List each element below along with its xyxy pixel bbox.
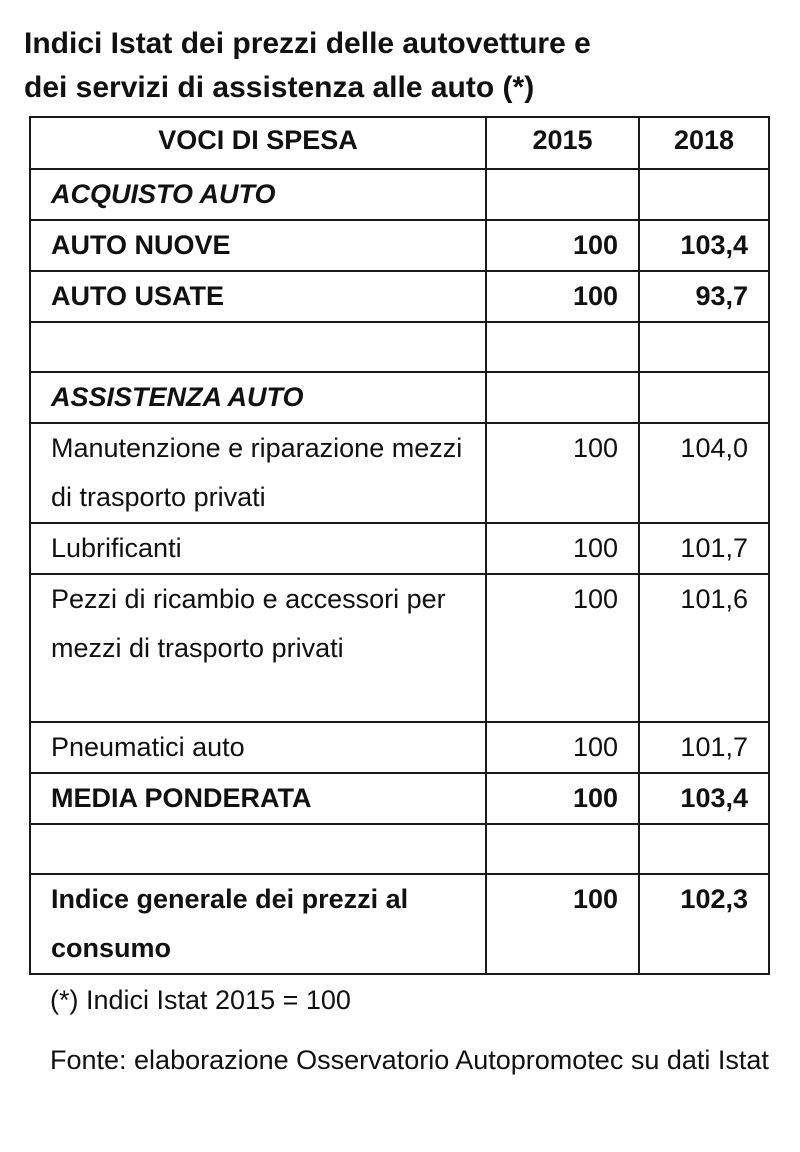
header-2018: 2018 xyxy=(639,117,769,169)
row-value-2015: 100 xyxy=(486,773,639,824)
row-value-2015: 100 xyxy=(486,423,639,523)
table-row xyxy=(30,574,769,722)
row-label xyxy=(30,824,486,874)
row-value-2015: 100 xyxy=(486,220,639,271)
title-line-1: Indici Istat dei prezzi delle autovetture e xyxy=(24,27,591,60)
table-row xyxy=(30,874,769,974)
row-label: AUTO NUOVE xyxy=(30,220,486,271)
table-row-empty xyxy=(30,322,769,372)
row-label: AUTO USATE xyxy=(30,271,486,322)
row-value-2018: 103,4 xyxy=(639,773,769,824)
row-value-2015 xyxy=(486,322,639,372)
row-label: Indice generale dei prezzi al consumo xyxy=(30,874,486,974)
price-index-table xyxy=(29,116,770,975)
row-label: Pezzi di ricambio e accessori per mezzi di trasporto privati xyxy=(30,574,486,722)
table-row xyxy=(30,722,769,773)
row-value-2015 xyxy=(486,169,639,220)
row-value-2018: 101,7 xyxy=(639,523,769,574)
row-label: Manutenzione e riparazione mezzi di trasporto privati xyxy=(30,423,486,523)
table-row xyxy=(30,220,769,271)
table-row xyxy=(30,423,769,523)
row-value-2018: 102,3 xyxy=(639,874,769,974)
table-row xyxy=(30,372,769,423)
table-row-empty xyxy=(30,824,769,874)
footnote: (*) Indici Istat 2015 = 100 xyxy=(50,985,351,1015)
page-title xyxy=(24,22,784,110)
row-value-2018: 104,0 xyxy=(639,423,769,523)
table-row xyxy=(30,523,769,574)
row-value-2018: 101,6 xyxy=(639,574,769,722)
row-value-2015 xyxy=(486,824,639,874)
row-label: Pneumatici auto xyxy=(30,722,486,773)
row-label: ASSISTENZA AUTO xyxy=(30,372,486,423)
row-value-2015: 100 xyxy=(486,574,639,722)
row-label xyxy=(30,322,486,372)
row-label: MEDIA PONDERATA xyxy=(30,773,486,824)
row-value-2018: 93,7 xyxy=(639,271,769,322)
row-value-2015: 100 xyxy=(486,523,639,574)
row-value-2015 xyxy=(486,372,639,423)
row-value-2015: 100 xyxy=(486,722,639,773)
row-value-2015: 100 xyxy=(486,874,639,974)
table-row xyxy=(30,169,769,220)
row-value-2018: 101,7 xyxy=(639,722,769,773)
source-note: Fonte: elaborazione Osservatorio Autopromotec su dati Istat xyxy=(50,1045,769,1075)
table-header-row xyxy=(30,117,769,169)
table-row xyxy=(30,773,769,824)
row-value-2018: 103,4 xyxy=(639,220,769,271)
row-value-2018 xyxy=(639,169,769,220)
row-label: ACQUISTO AUTO xyxy=(30,169,486,220)
row-label: Lubrificanti xyxy=(30,523,486,574)
row-value-2015: 100 xyxy=(486,271,639,322)
row-value-2018 xyxy=(639,372,769,423)
table-row xyxy=(30,271,769,322)
header-voci-di-spesa: VOCI DI SPESA xyxy=(30,117,486,169)
row-value-2018 xyxy=(639,824,769,874)
title-line-2: dei servizi di assistenza alle auto (*) xyxy=(24,71,535,104)
header-2015: 2015 xyxy=(486,117,639,169)
row-value-2018 xyxy=(639,322,769,372)
